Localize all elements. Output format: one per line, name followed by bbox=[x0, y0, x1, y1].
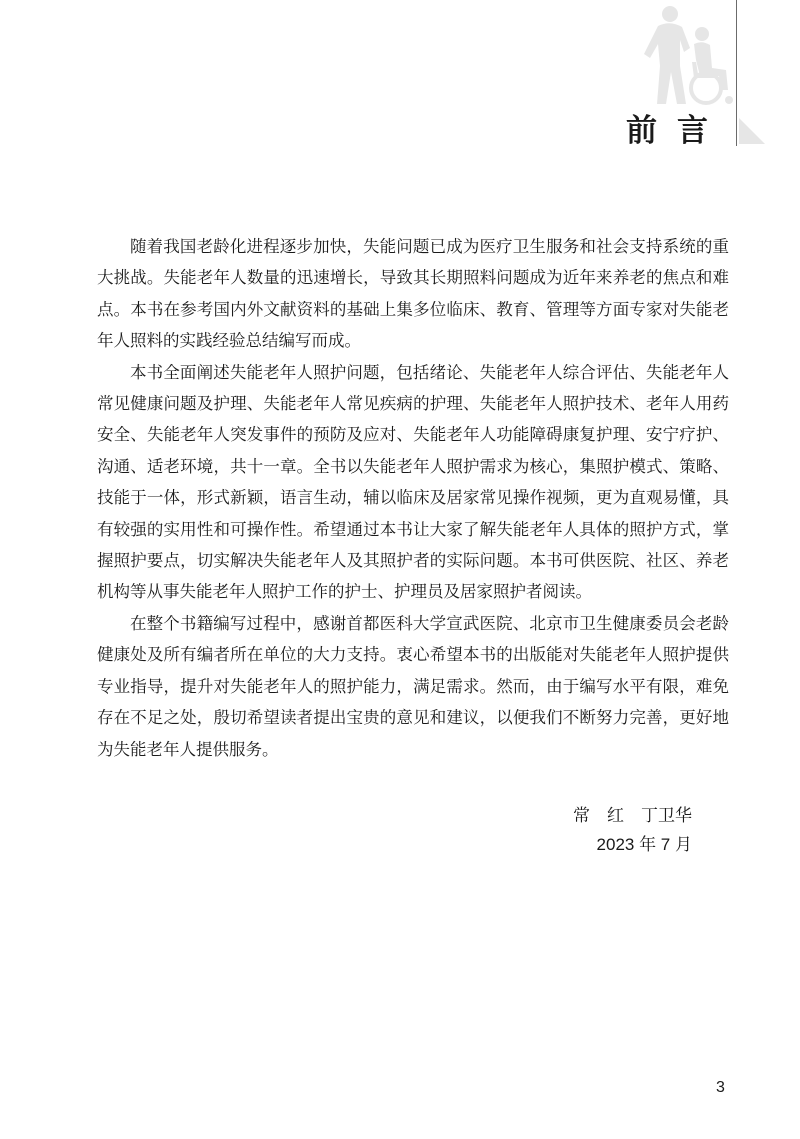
preface-body bbox=[97, 231, 729, 765]
paragraph: 在整个书籍编写过程中，感谢首都医科大学宣武医院、北京市卫生健康委员会老龄健康处及所有编者所在单位的大力支持。衷心希望本书的出版能对失能老年人照护提供专业指导，提升对失能老年人的照护能力，满足需求。然而，由于编写水平有限，难免存在不足之处，殷切希望读者提出宝贵的意见和建议，以便我们不断努力完善，更好地为失能老年人提供服务。 bbox=[97, 613, 729, 759]
page-title: 前言 bbox=[626, 113, 728, 149]
signature-date: 2023 年 7 月 bbox=[596, 835, 692, 854]
author-names: 常 红 丁卫华 bbox=[573, 806, 692, 826]
header-divider-line bbox=[736, 0, 737, 146]
paragraph: 本书全面阐述失能老年人照护问题，包括绪论、失能老年人综合评估、失能老年人常见健康问题及护理、失能老年人常见疾病的护理、失能老年人照护技术、老年人用药安全、失能老年人突发事件的预防及应对、失能老年人功能障碍康复护理、安宁疗护、沟通、适老环境，共十一章。全书以失能老年人照护需求为核心，集照护模式、策略、技能于一体，形式新颖，语言生动，辅以临床及居家常见操作视频，更为直观易懂，具有较强的实用性和可操作性。希望通过本书让大家了解失能老年人具体的照护方式，掌握照护要点，切实解决失能老年人及其照护者的实际问题。本书可供医院、社区、养老机构等从事失能老年人照护工作的护士、护理员及居家照护者阅读。 bbox=[97, 362, 729, 602]
corner-triangle-icon bbox=[739, 118, 769, 148]
page-number: 3 bbox=[716, 1079, 725, 1096]
paragraph: 随着我国老龄化进程逐步加快，失能问题已成为医疗卫生服务和社会支持系统的重大挑战。失能老年人数量的迅速增长，导致其长期照料问题成为近年来养老的焦点和难点。本书在参考国内外文献资料的基础上集多位临床、教育、管理等方面专家对失能老年人照料的实践经验总结编写而成。 bbox=[97, 237, 729, 351]
caregiver-wheelchair-silhouette-icon bbox=[636, 0, 736, 108]
